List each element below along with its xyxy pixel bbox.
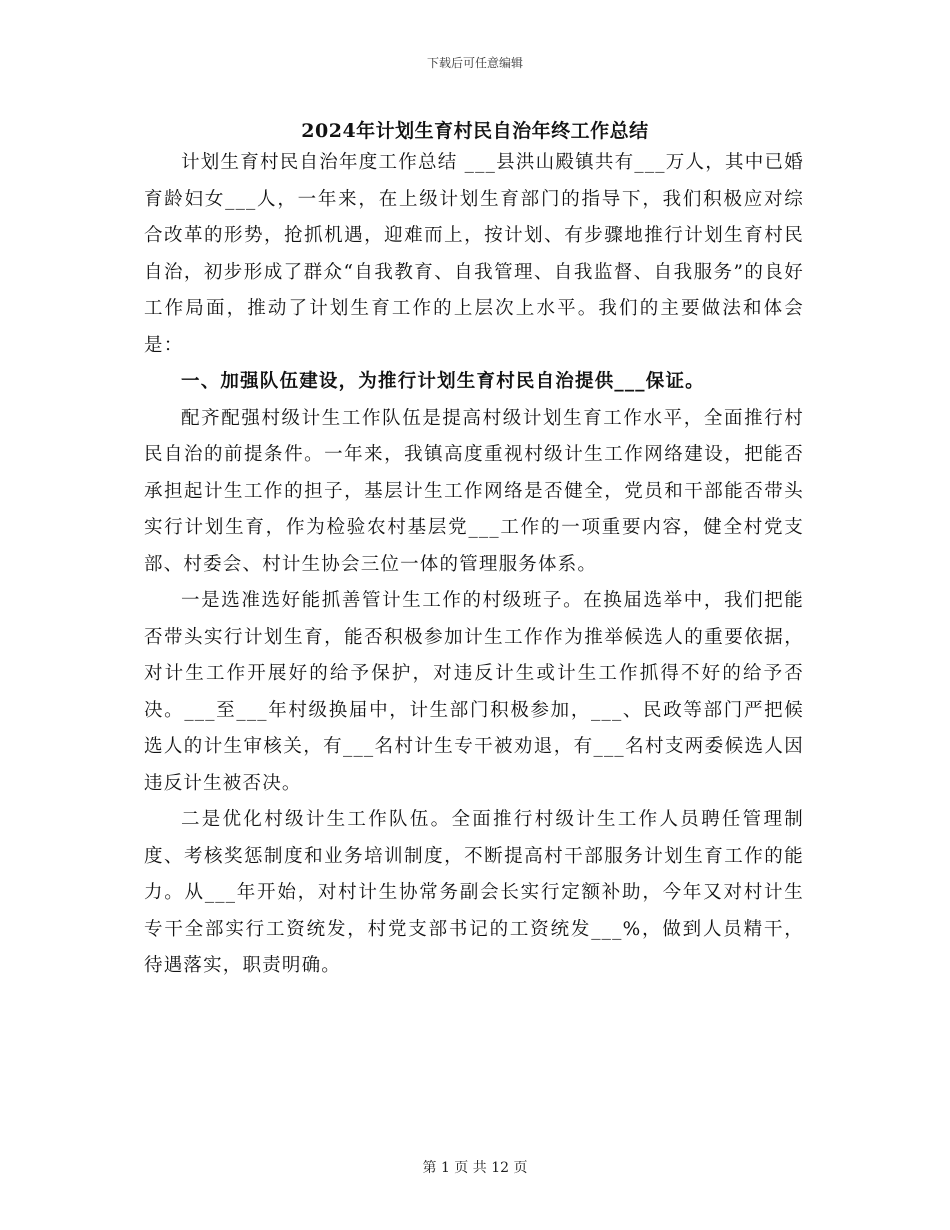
page-header-note: 下载后可任意编辑 [426, 56, 523, 70]
intro-paragraph: 计划生育村民自治年度工作总结 ___县洪山殿镇共有___万人，其中已婚育龄妇女___人，一年来，在上级计划生育部门的指导下，我们积极应对综合改革的形势，抢抓机遇，迎难而上，按计划、有步骤地推行计划生育村民自治，初步形成了群众“自我教育、自我管理、自我监督、自我服务”的良好工作局面，推动了计划生育工作的上层次上水平。我们的主要做法和体会是： [144, 152, 804, 356]
document-title: 2024年计划生育村民自治年终工作总结 [301, 120, 649, 142]
point-1-paragraph: 一是选准选好能抓善管计生工作的村级班子。在换届选举中，我们把能否带头实行计划生育，能否积极参加计生工作作为推举候选人的重要依据，对计生工作开展好的给予保护，对违反计生或计生工作抓得不好的给予否决。___至___年村级换届中，计生部门积极参加，___、民政等部门严把候选人的计生审核关，有___名村计生专干被劝退，有___名村支两委候选人因违反计生被否决。 [144, 590, 804, 794]
section-heading-1: 一、加强队伍建设，为推行计划生育村民自治提供___保证。 [181, 371, 705, 392]
section-1-paragraph: 配齐配强村级计生工作队伍是提高村级计划生育工作水平，全面推行村民自治的前提条件。一年来，我镇高度重视村级计生工作网络建设，把能否承担起计生工作的担子，基层计生工作网络是否健全，党员和干部能否带头实行计划生育，作为检验农村基层党___工作的一项重要内容，健全村党支部、村委会、村计生协会三位一体的管理服务体系。 [144, 407, 804, 575]
page-number: 第 1 页 共 12 页 [422, 1160, 528, 1176]
point-2-paragraph: 二是优化村级计生工作队伍。全面推行村级计生工作人员聘任管理制度、考核奖惩制度和业务培训制度，不断提高村干部服务计划生育工作的能力。从___年开始，对村计生协常务副会长实行定额补助，今年又对村计生专干全部实行工资统发，村党支部书记的工资统发___%，做到人员精干，待遇落实，职责明确。 [144, 809, 804, 976]
document-body [144, 145, 804, 985]
